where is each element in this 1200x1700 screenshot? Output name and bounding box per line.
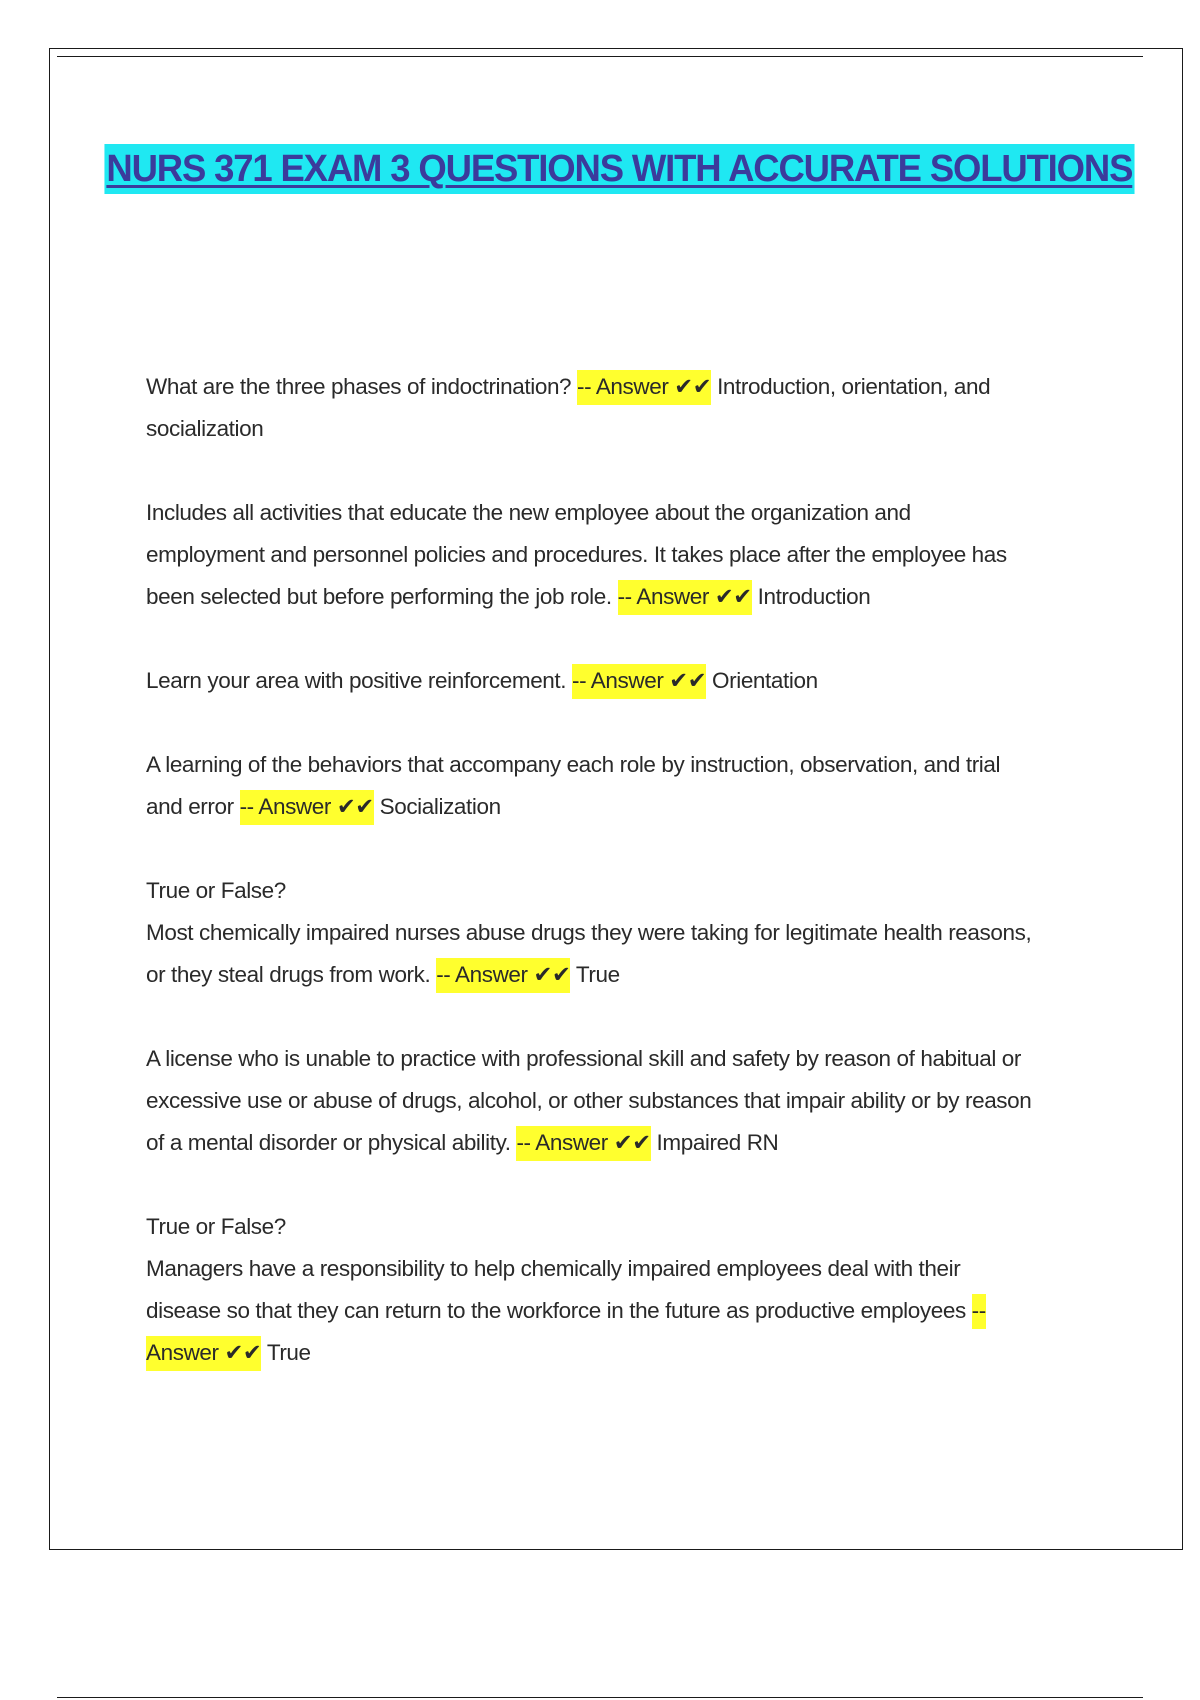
- qa-line: [146, 1290, 1096, 1332]
- question-text: disease so that they can return to the workforce in the future as productive employees: [146, 1298, 972, 1323]
- qa-line: [146, 660, 1096, 702]
- qa-item-2: [146, 492, 1096, 618]
- document-title: NURS 371 EXAM 3 QUESTIONS WITH ACCURATE SOLUTIONS: [104, 144, 1134, 194]
- question-text: What are the three phases of indoctrination?: [146, 374, 572, 399]
- answer-text: Introduction: [751, 584, 871, 609]
- answer-marker: -- Answer ✔✔: [577, 370, 711, 405]
- question-line: employment and personnel policies and procedures. It takes place after the employee has: [146, 542, 1007, 567]
- qa-line: [146, 1332, 1096, 1374]
- question-text: or they steal drugs from work.: [146, 962, 437, 987]
- qa-item-3: [146, 660, 1096, 702]
- answer-marker: -- Answer ✔✔: [572, 664, 706, 699]
- bottom-rule: [57, 1697, 1143, 1698]
- answer-text: Impaired RN: [650, 1130, 779, 1155]
- qa-item-1: [146, 366, 1096, 450]
- answer-text: True: [261, 1340, 311, 1365]
- answer-marker: -- Answer ✔✔: [436, 958, 570, 993]
- qa-line: [146, 1122, 1096, 1164]
- answer-marker: -- Answer ✔✔: [618, 580, 752, 615]
- question-line: Most chemically impaired nurses abuse drugs they were taking for legitimate health reasons,: [146, 920, 1032, 945]
- question-text: been selected but before performing the job role.: [146, 584, 618, 609]
- qa-line: [146, 366, 1096, 408]
- qa-list: [146, 366, 1096, 1416]
- question-text: of a mental disorder or physical ability.: [146, 1130, 517, 1155]
- answer-marker: -- Answer ✔✔: [516, 1126, 650, 1161]
- question-line: Managers have a responsibility to help chemically impaired employees deal with their: [146, 1256, 961, 1281]
- qa-item-5: [146, 870, 1096, 996]
- title-container: [0, 144, 1200, 194]
- answer-text: Orientation: [706, 668, 818, 693]
- qa-line: [146, 954, 1096, 996]
- qa-line: [146, 576, 1096, 618]
- answer-text: True: [570, 962, 620, 987]
- question-text: and error: [146, 794, 240, 819]
- question-line: excessive use or abuse of drugs, alcohol, or other substances that impair ability or by reason: [146, 1088, 1032, 1113]
- qa-line: [146, 786, 1096, 828]
- qa-item-6: [146, 1038, 1096, 1164]
- question-text: Learn your area with positive reinforcement.: [146, 668, 572, 693]
- answer-marker-start: --: [972, 1294, 986, 1329]
- answer-marker: -- Answer ✔✔: [240, 790, 374, 825]
- answer-text-continued: socialization: [146, 416, 264, 441]
- question-line: A license who is unable to practice with professional skill and safety by reason of habitual or: [146, 1046, 1022, 1071]
- answer-text: Socialization: [373, 794, 501, 819]
- question-line: True or False?: [146, 1214, 286, 1239]
- answer-text: Introduction, orientation, and: [711, 374, 991, 399]
- question-line: Includes all activities that educate the new employee about the organization and: [146, 500, 911, 525]
- answer-marker-end: Answer ✔✔: [146, 1336, 261, 1371]
- question-line: A learning of the behaviors that accompany each role by instruction, observation, and trial: [146, 752, 1001, 777]
- qa-item-4: [146, 744, 1096, 828]
- question-line: True or False?: [146, 878, 286, 903]
- qa-item-7: [146, 1206, 1096, 1374]
